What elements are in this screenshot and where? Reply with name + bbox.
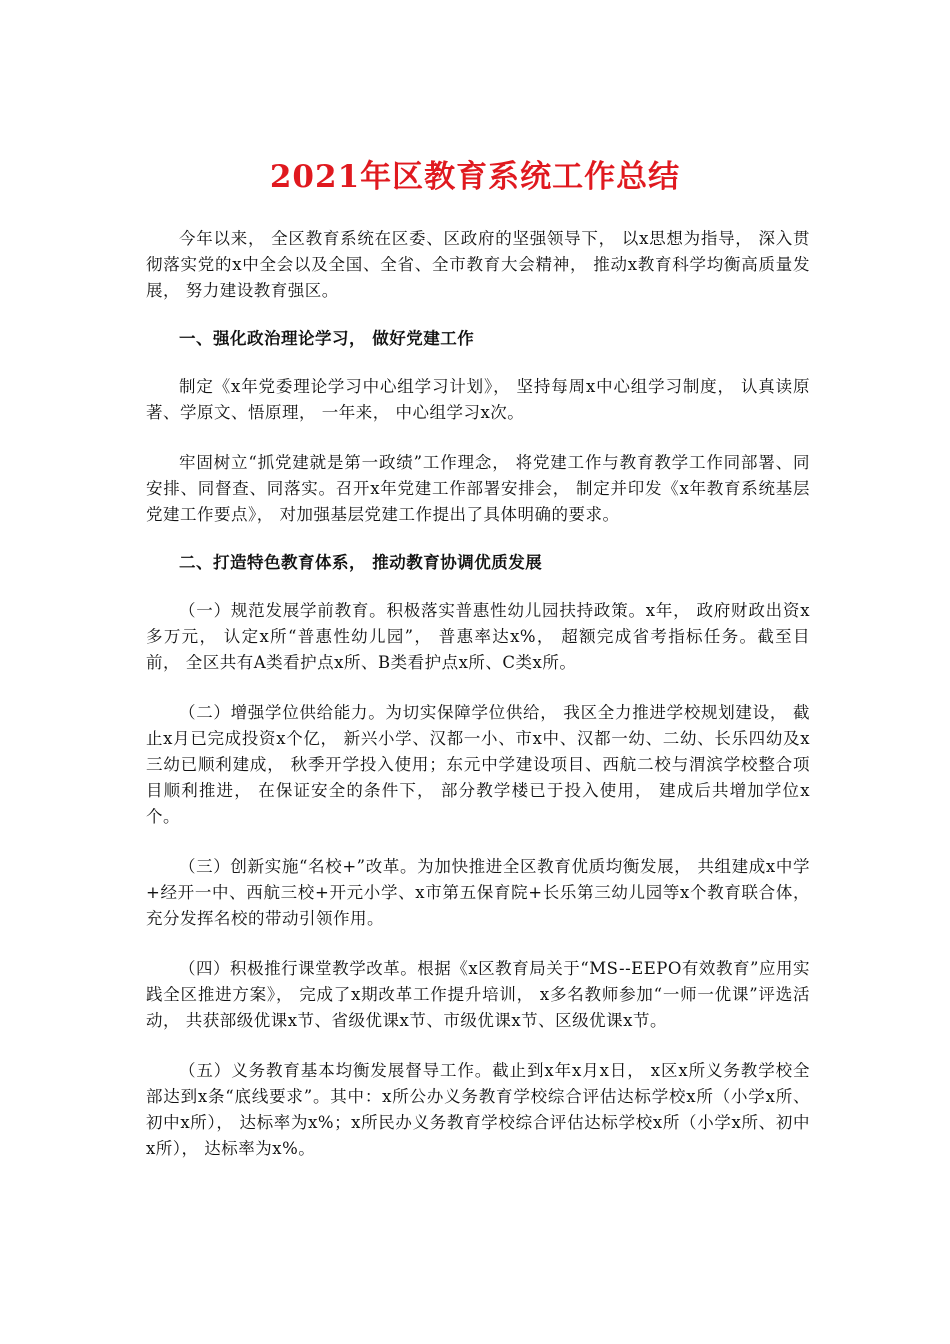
document-body <box>146 226 810 1162</box>
document-title: 2021年区教育系统工作总结 <box>269 159 681 195</box>
intro-paragraph: 今年以来， 全区教育系统在区委、区政府的坚强领导下， 以x思想为指导， 深入贯彻落实党的x中全会以及全国、全省、全市教育大会精神， 推动x教育科学均衡高质量发展， 努力建设教育强区。 <box>146 229 810 300</box>
section-2-heading: 二、打造特色教育体系， 推动教育协调优质发展 <box>179 553 543 572</box>
section-2-paragraph-3: （三）创新实施“名校+”改革。为加快推进全区教育优质均衡发展， 共组建成x中学+经开一中、西航三校+开元小学、x市第五保育院+长乐第三幼儿园等x个教育联合体， 充分发挥名校的带动引领作用。 <box>146 857 810 928</box>
section-1-paragraph-2: 牢固树立“抓党建就是第一政绩”工作理念， 将党建工作与教育教学工作同部署、同安排、同督查、同落实。召开x年党建工作部署安排会， 制定并印发《x年教育系统基层党建工作要点》， 对加强基层党建工作提出了具体明确的要求。 <box>146 453 810 524</box>
section-1-paragraph-1: 制定《x年党委理论学习中心组学习计划》， 坚持每周x中心组学习制度， 认真读原著、学原文、悟原理， 一年来， 中心组学习x次。 <box>146 377 810 422</box>
section-2-paragraph-4: （四）积极推行课堂教学改革。根据《x区教育局关于“MS--EEPO有效教育”应用实践全区推进方案》， 完成了x期改革工作提升培训， x多名教师参加“一师一优课”评选活动， 共获部级优课x节、省级优课x节、市级优课x节、区级优课x节。 <box>146 959 810 1030</box>
section-2-paragraph-2: （二）增强学位供给能力。为切实保障学位供给， 我区全力推进学校规划建设， 截止x月已完成投资x个亿， 新兴小学、汉都一小、市x中、汉都一幼、二幼、长乐四幼及x三幼已顺利建成， 秋季开学投入使用；东元中学建设项目、西航二校与渭滨学校整合项目顺利推进， 在保证安全的条件下， 部分教学楼已于投入使用， 建成后共增加学位x个。 <box>146 703 810 826</box>
section-2-paragraph-5: （五）义务教育基本均衡发展督导工作。截止到x年x月x日， x区x所义务教学校全部达到x条“底线要求”。其中：x所公办义务教育学校综合评估达标学校x所（小学x所、初中x所）， 达标率为x%；x所民办义务教育学校综合评估达标学校x所（小学x所、初中x所）， 达标率为x%。 <box>146 1061 810 1158</box>
section-2-paragraph-1: （一）规范发展学前教育。积极落实普惠性幼儿园扶持政策。x年， 政府财政出资x多万元， 认定x所“普惠性幼儿园”， 普惠率达x%， 超额完成省考指标任务。截至目前， 全区共有A类看护点x所、B类看护点x所、C类x所。 <box>146 601 810 672</box>
section-1-heading: 一、强化政治理论学习， 做好党建工作 <box>179 329 475 348</box>
